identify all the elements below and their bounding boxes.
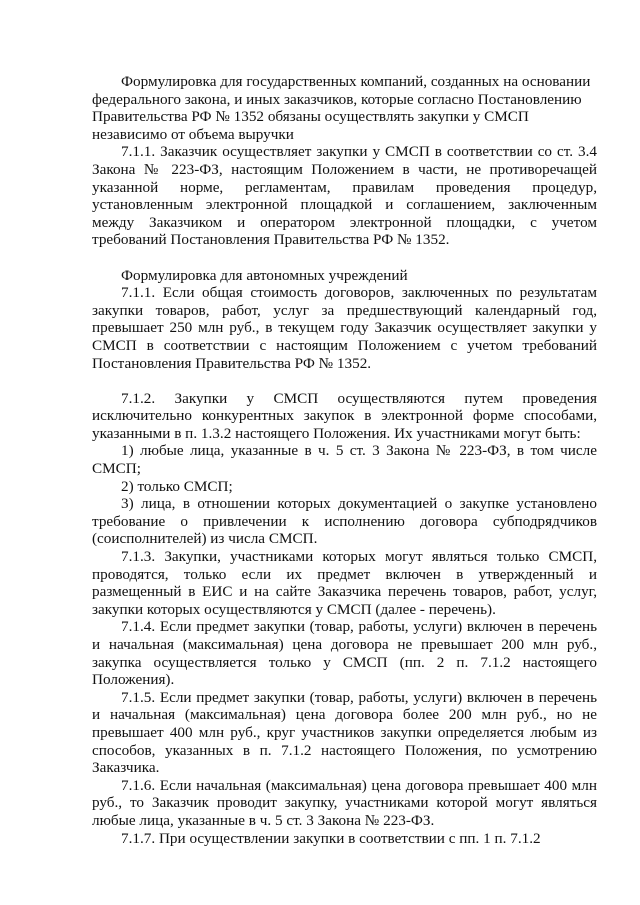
paragraph-7-1-3: 7.1.3. Закупки, участниками которых могут являться только СМСП, проводятся, только если их предмет включен в утвержденный и размещенный в ЕИС и на сайте Заказчика перечень товаров, работ, услуг, закупки которых осуществляются у СМСП (далее - перечень). [92, 548, 597, 618]
paragraph-7-1-4: 7.1.4. Если предмет закупки (товар, работы, услуги) включен в перечень и начальная (максимальная) цена договора не превышает 200 млн руб., закупка осуществляется только у СМСП (пп. 2 п. 7.1.2 настоящего Положения). [92, 618, 597, 689]
paragraph-gap [92, 372, 597, 390]
paragraph-7-1-7: 7.1.7. При осуществлении закупки в соответствии с пп. 1 п. 7.1.2 [121, 829, 541, 847]
section-heading-state-companies: Формулировка для государственных компаний, созданных на основании федерального закона, и иных заказчиков, которые согласно Постановлению Правительства РФ № 1352 обязаны осуществлять закупки у СМСП независимо от объема выручки [92, 73, 591, 143]
list-item-3: 3) лица, в отношении которых документацией о закупке установлено требование о привлечении к исполнению договора субподрядчиков (соисполнителей) из числа СМСП. [92, 495, 597, 548]
paragraph-7-1-1-state: 7.1.1. Заказчик осуществляет закупки у СМСП в соответствии со ст. 3.4 Закона № 223-ФЗ, настоящим Положением в части, не противоречащей указанной норме, регламентам, правилам проведения процедур, установленным электронной площадкой и соглашением, заключенным между Заказчиком и оператором электронной площадки, с учетом требований Постановления Правительства РФ № 1352. [92, 143, 597, 249]
paragraph-7-1-5: 7.1.5. Если предмет закупки (товар, работы, услуги) включен в перечень и начальная (максимальная) цена договора более 200 млн руб., но не превышает 400 млн руб., круг участников закупки определяется любым из способов, указанных в п. 7.1.2 настоящего Положения, по усмотрению Заказчика. [92, 688, 597, 777]
list-item-2: 2) только СМСП; [121, 477, 233, 495]
paragraph-7-1-6: 7.1.6. Если начальная (максимальная) цена договора превышает 400 млн руб., то Заказчик проводит закупку, участниками которой могут являться любые лица, указанные в ч. 5 ст. 3 Закона № 223-ФЗ. [92, 776, 597, 829]
paragraph-7-1-1-autonomous: 7.1.1. Если общая стоимость договоров, заключенных по результатам закупки товаров, работ, услуг за предшествующий календарный год, превышает 250 млн руб., в текущем году Заказчик осуществляет закупки у СМСП в соответствии с настоящим Положением с учетом требований Постановления Правительства РФ № 1352. [92, 284, 597, 372]
section-heading-autonomous: Формулировка для автономных учреждений [121, 266, 408, 284]
document-body [92, 73, 597, 847]
paragraph-gap [92, 249, 597, 267]
list-item-1: 1) любые лица, указанные в ч. 5 ст. 3 Закона № 223-ФЗ, в том числе СМСП; [92, 442, 597, 478]
paragraph-7-1-2: 7.1.2. Закупки у СМСП осуществляются путем проведения исключительно конкурентных закупок в электронной форме способами, указанными в п. 1.3.2 настоящего Положения. Их участниками могут быть: [92, 389, 597, 442]
